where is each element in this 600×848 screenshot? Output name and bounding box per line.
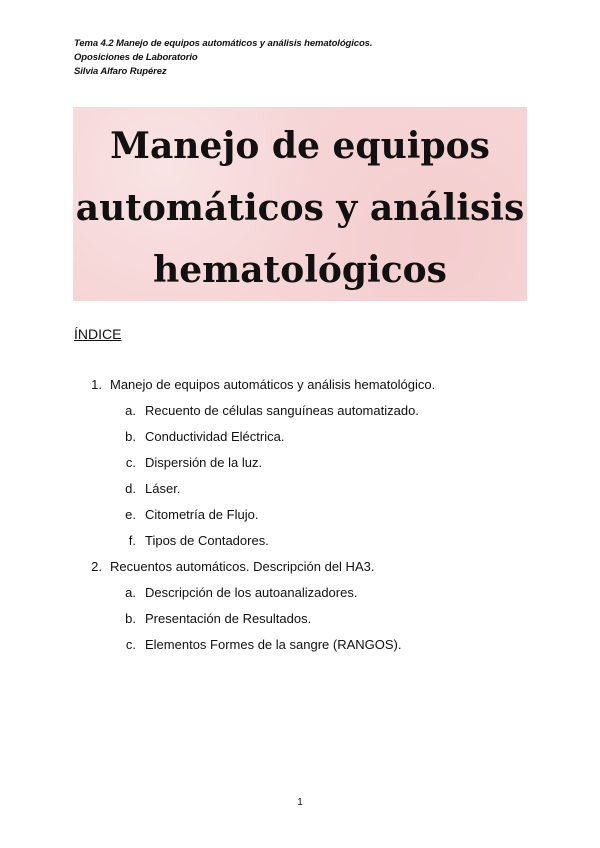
toc-subitem-letter: c.: [125, 455, 136, 470]
toc-item-number: 1.: [91, 377, 102, 392]
toc-subitem-text: Descripción de los autoanalizadores.: [145, 585, 358, 600]
toc-item-text: Manejo de equipos automáticos y análisis hematológico.: [110, 377, 436, 392]
toc-subitem-letter: a.: [125, 403, 136, 418]
toc-subitem-text: Citometría de Flujo.: [145, 507, 259, 522]
header-subject-line: Oposiciones de Laboratorio: [74, 52, 198, 63]
banner-title-line: automáticos y análisis: [75, 187, 525, 229]
banner-title-line: Manejo de equipos: [110, 125, 490, 167]
toc-item-number: 2.: [91, 559, 102, 574]
header-title-line: Tema 4.2 Manejo de equipos automáticos y análisis hematológicos.: [74, 38, 373, 49]
toc-subitem-letter: f.: [128, 533, 136, 548]
page-number: 1: [297, 797, 303, 808]
toc-subitem-text: Láser.: [145, 481, 181, 496]
toc-subitem-letter: c.: [125, 637, 136, 652]
header-author-line: Silvia Alfaro Rupérez: [74, 66, 167, 77]
title-banner: [73, 107, 527, 301]
toc-subitem-text: Elementos Formes de la sangre (RANGOS).: [145, 637, 402, 652]
toc-subitem-text: Tipos de Contadores.: [145, 533, 269, 548]
toc-subitem-text: Conductividad Eléctrica.: [145, 429, 285, 444]
document-header: [74, 37, 372, 79]
toc-subitem-text: Presentación de Resultados.: [145, 611, 312, 626]
toc-subitem-letter: d.: [125, 481, 136, 496]
toc-subitem-letter: b.: [125, 429, 136, 444]
toc-item-text: Recuentos automáticos. Descripción del HA3.: [110, 559, 375, 574]
toc-subitem-letter: b.: [125, 611, 136, 626]
banner-title-line: hematológicos: [153, 249, 447, 291]
index-heading: ÍNDICE: [74, 326, 122, 342]
toc-subitem-letter: e.: [125, 507, 136, 522]
toc-subitem-text: Dispersión de la luz.: [145, 455, 263, 470]
toc-subitem-text: Recuento de células sanguíneas automatizado.: [145, 403, 419, 418]
toc-subitem-letter: a.: [125, 585, 136, 600]
banner-title: [73, 107, 527, 301]
